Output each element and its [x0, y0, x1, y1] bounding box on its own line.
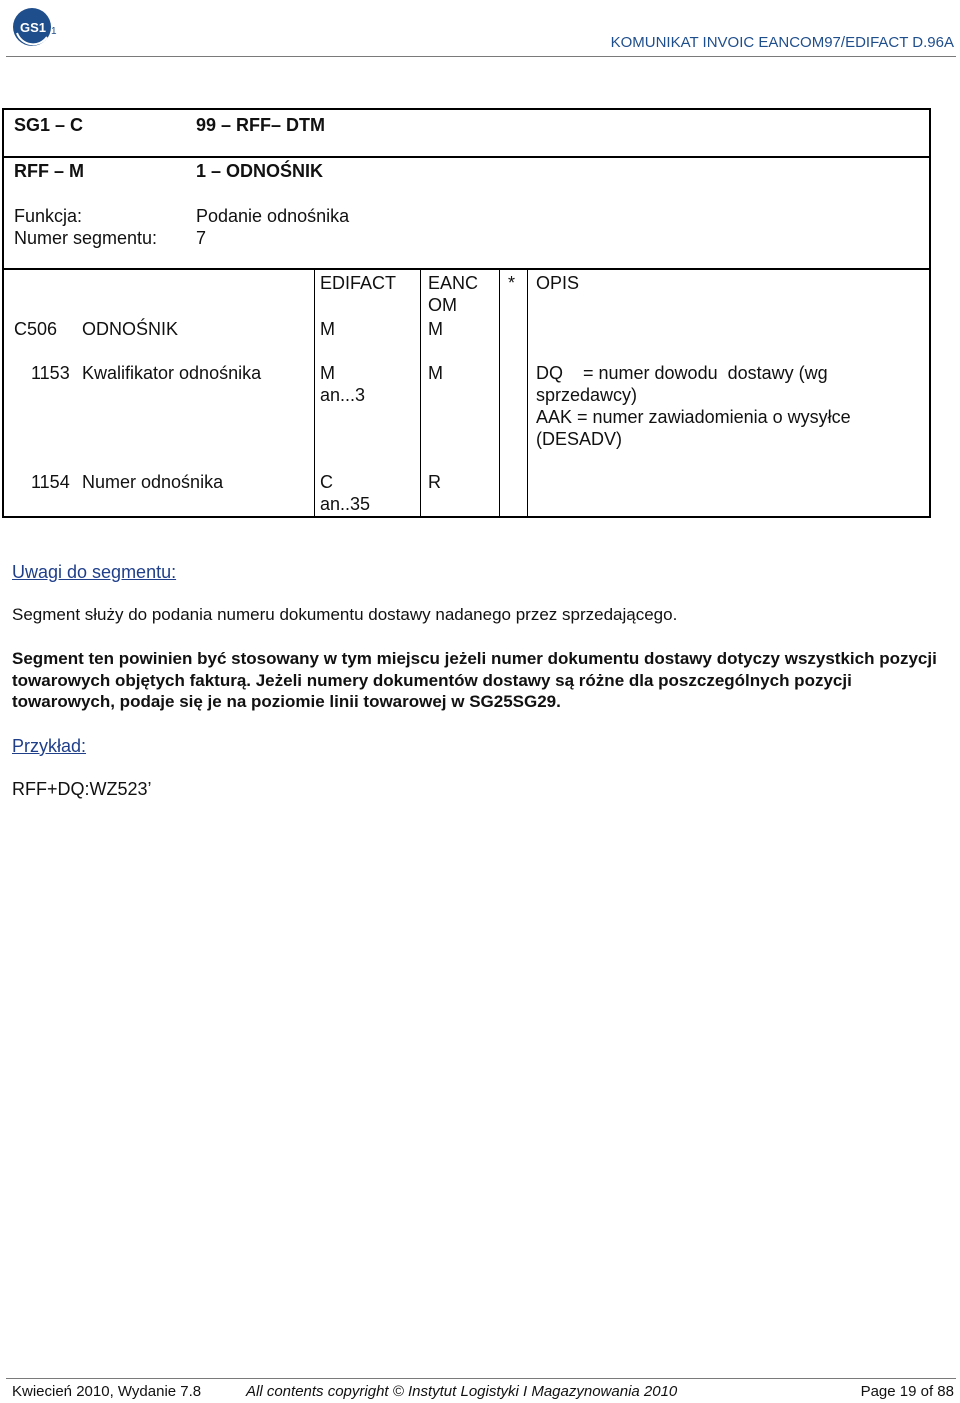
sg-value: 99 – RFF– DTM	[196, 115, 326, 135]
column-divider-edifact	[314, 270, 315, 516]
notes-bold-paragraph: Segment ten powinien być stosowany w tym miejscu jeżeli numer dokumentu dostawy dotyczy wszystkich pozycji towarowych objętych fakturą. Jeżeli numery dokumentów dostawy są różne dla poszczególnych pozycji towarowych, podaje się je na poziomie linii towarowej w SG25SG29.	[12, 649, 937, 711]
column-divider-star	[499, 270, 500, 516]
row-opis-line: DQ = numer dowodu dostawy (wg	[536, 363, 828, 383]
row-name: ODNOŚNIK	[82, 319, 179, 339]
column-header-opis: OPIS	[536, 273, 580, 293]
column-header-eancom: EANC	[428, 273, 479, 293]
przyklad-heading: Przykład:	[12, 736, 87, 756]
row-eancom: M	[428, 319, 443, 339]
rff-value: 1 – ODNOŚNIK	[196, 161, 324, 181]
segment-table	[2, 108, 931, 518]
row-eancom: M	[428, 363, 443, 383]
row-edifact-format: an..35	[320, 494, 371, 514]
gs1-logo	[11, 6, 61, 48]
document-title: KOMUNIKAT INVOIC EANCOM97/EDIFACT D.96A	[610, 34, 954, 51]
notes-line: Segment służy do podania numeru dokumentu dostawy nadanego przez sprzedającego.	[12, 605, 678, 624]
footer-edition: Kwiecień 2010, Wydanie 7.8	[12, 1383, 202, 1400]
column-header-edifact: EDIFACT	[320, 273, 397, 293]
row-opis-line: (DESADV)	[536, 429, 623, 449]
row-edifact: M	[320, 363, 335, 383]
row-code: C506	[14, 319, 58, 339]
svg-text:1: 1	[51, 26, 57, 37]
numer-segmentu-value: 7	[196, 228, 207, 248]
svg-text:GS1: GS1	[20, 20, 47, 35]
column-divider-opis	[527, 270, 528, 516]
header-divider	[6, 56, 956, 57]
footer-page-number: Page 19 of 88	[860, 1383, 954, 1400]
example-code: RFF+DQ:WZ523’	[12, 779, 152, 799]
row-opis-line: sprzedawcy)	[536, 385, 638, 405]
funkcja-value: Podanie odnośnika	[196, 206, 350, 226]
column-divider-eancom	[420, 270, 421, 516]
sg-label: SG1 – C	[14, 115, 84, 135]
column-header-eancom-cont: OM	[428, 295, 457, 315]
segment-divider	[4, 156, 929, 158]
row-edifact: M	[320, 319, 335, 339]
row-edifact-format: an...3	[320, 385, 366, 405]
footer-divider	[6, 1378, 956, 1379]
row-name: Kwalifikator odnośnika	[82, 363, 262, 383]
segment-header-band	[4, 110, 929, 270]
row-eancom: R	[428, 472, 441, 492]
row-code: 1154	[31, 472, 70, 492]
numer-segmentu-label: Numer segmentu:	[14, 228, 158, 248]
column-header-star: *	[508, 273, 516, 293]
uwagi-heading: Uwagi do segmentu:	[12, 562, 177, 582]
row-edifact: C	[320, 472, 333, 492]
rff-label: RFF – M	[14, 161, 84, 181]
row-name: Numer odnośnika	[82, 472, 224, 492]
row-opis-line: AAK = numer zawiadomienia o wysyłce	[536, 407, 851, 427]
row-code: 1153	[31, 363, 70, 383]
funkcja-label: Funkcja:	[14, 206, 83, 226]
footer-copyright: All contents copyright © Instytut Logistyki I Magazynowania 2010	[246, 1383, 678, 1400]
